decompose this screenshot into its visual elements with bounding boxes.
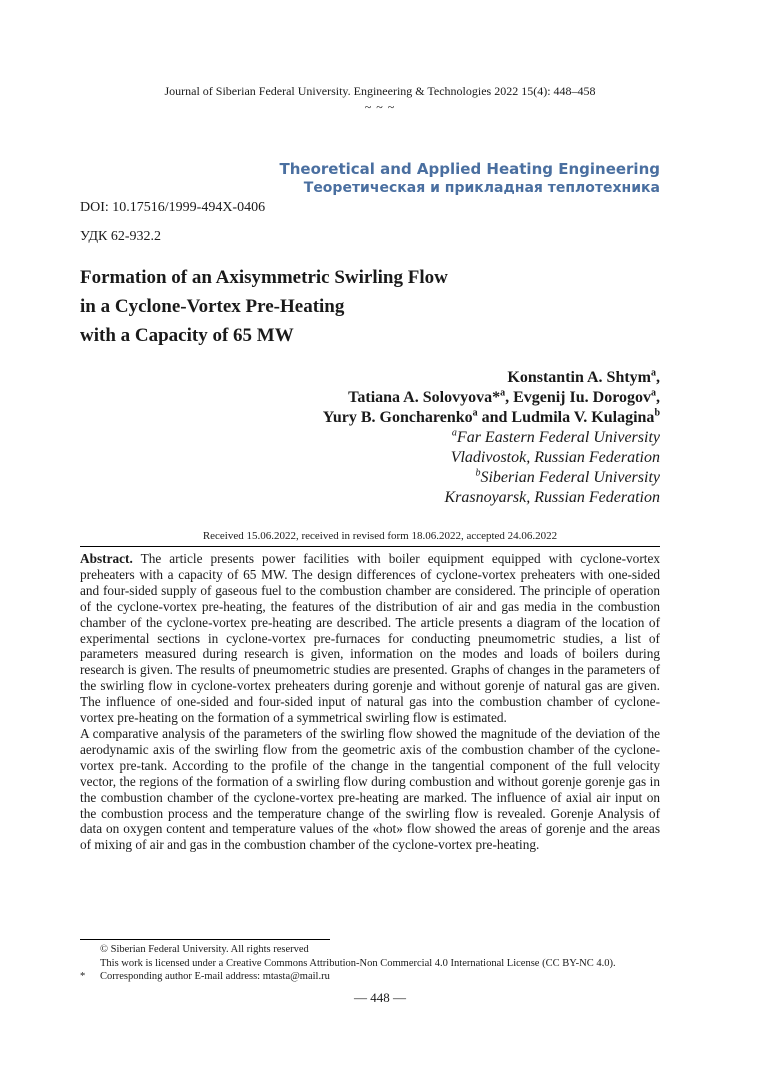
author-name: Konstantin A. Shtym <box>507 369 651 386</box>
author-name: Yury B. Goncharenko <box>322 409 473 426</box>
abstract-label: Abstract. <box>80 551 133 566</box>
journal-header: Journal of Siberian Federal University. Engineering & Technologies 2022 15(4): 448–458 <box>164 84 596 98</box>
abstract <box>80 551 660 853</box>
divider <box>80 546 660 547</box>
copyright-note: © Siberian Federal University. All rights reserved <box>100 944 309 955</box>
author-affiliation-mark: a <box>651 367 656 379</box>
doi[interactable]: DOI: 10.17516/1999-494X-0406 <box>80 200 266 215</box>
author-line: Yury B. Goncharenko$^a$ and Ludmila V. Kulagina$^b$ <box>322 407 660 426</box>
corresponding-author-note: * Corresponding author E-mail address: mtasta@mail.ru <box>80 971 330 982</box>
affiliations <box>444 428 660 508</box>
title-line: in a Cyclone-Vortex Pre-Heating <box>80 296 345 317</box>
author-name: Tatiana A. Solovyova* <box>348 389 501 406</box>
footnote-mark: * <box>80 971 86 982</box>
author-line: Konstantin A. Shtym$^a$, <box>507 367 660 386</box>
abstract-paragraph: Abstract. The article presents power facilities with boiler equipment equipped with cyclone-vortex preheaters with a capacity of 65 MW. The design differences of cyclone-vortex preheaters with one-sided and four-sided supply of gaseous fuel to the combustion chamber are considered. The principle of operation of the cyclone-vortex pre-heating, the features of the distribution of air and gas media in the combustion chamber of the cyclone-vortex pre-heating are described. The article presents a diagram of the location of experimental sections in cyclone-vortex pre-furnaces for conducting pneumometric studies, a list of parameters measured during research is given, information on the modes and loads of boilers during research is given. The results of pneumometric studies are presented. Graphs of changes in the parameters of the swirling flow in cyclone-vortex preheaters during gorenje and without gorenje of natural gas are given. The influence of one-sided and four-sided input of natural gas into the combustion chamber of cyclone-vortex pre-heating on the formation of a symmetrical swirling flow is estimated. <box>80 551 660 726</box>
affiliation-line: $^b$Siberian Federal University <box>475 467 660 486</box>
affiliation-line: Vladivostok, Russian Federation <box>450 449 660 466</box>
author-line: Tatiana A. Solovyova*$^a$, Evgenij Iu. Dorogov$^a$, <box>348 387 660 406</box>
title-line: with a Capacity of 65 MW <box>80 325 294 346</box>
section-title-russian: Теоретическая и прикладная теплотехника <box>303 180 660 196</box>
abstract-paragraph: A comparative analysis of the parameters of the swirling flow showed the magnitude of the deviation of the aerodynamic axis of the swirling flow from the geometric axis of the combustion chamber of the cyclone-vortex pre-tank. According to the profile of the change in the tangential component of the full velocity vector, the regions of the formation of a swirling flow during combustion and without gorenje gorenje gas in the combustion chamber of the cyclone-vortex pre-heating are marked. The influence of axial air input on the combustion process and the temperature change of the swirling flow is revealed. Gorenje Analysis of data on oxygen content and temperature values of the «hot» flow showed the areas of gorenje and the areas of mixing of air and gas in the combustion chamber of the cyclone-vortex pre-heating. <box>80 725 660 853</box>
footnotes <box>80 943 680 984</box>
affiliation-line: Krasnoyarsk, Russian Federation <box>444 489 660 506</box>
udk-code: УДК 62-932.2 <box>80 229 162 244</box>
section-title-english: Theoretical and Applied Heating Engineering <box>279 160 660 178</box>
author-name: Ludmila V. Kulagina <box>511 409 655 426</box>
affiliation-line: $^a$Far Eastern Federal University <box>451 427 660 446</box>
author-affiliation-mark: b <box>654 407 660 419</box>
footnote-divider <box>80 939 330 940</box>
page-number: — 448 — <box>354 990 406 1005</box>
author-affiliation-mark: a <box>472 407 478 419</box>
author-affiliation-mark: a <box>651 387 656 399</box>
article-title <box>80 263 448 350</box>
author-name: Evgenij Iu. Dorogov <box>513 389 651 406</box>
license-note: This work is licensed under a Creative Commons Attribution-Non Commercial 4.0 International License (CC BY-NC 4.0). <box>100 957 616 969</box>
received-dates: Received 15.06.2022, received in revised form 18.06.2022, accepted 24.06.2022 <box>202 530 558 542</box>
title-line: Formation of an Axisymmetric Swirling Flow <box>80 267 448 288</box>
header-ornament: ~ ~ ~ <box>364 100 396 114</box>
author-list <box>323 368 660 428</box>
author-affiliation-mark: a <box>500 387 506 399</box>
